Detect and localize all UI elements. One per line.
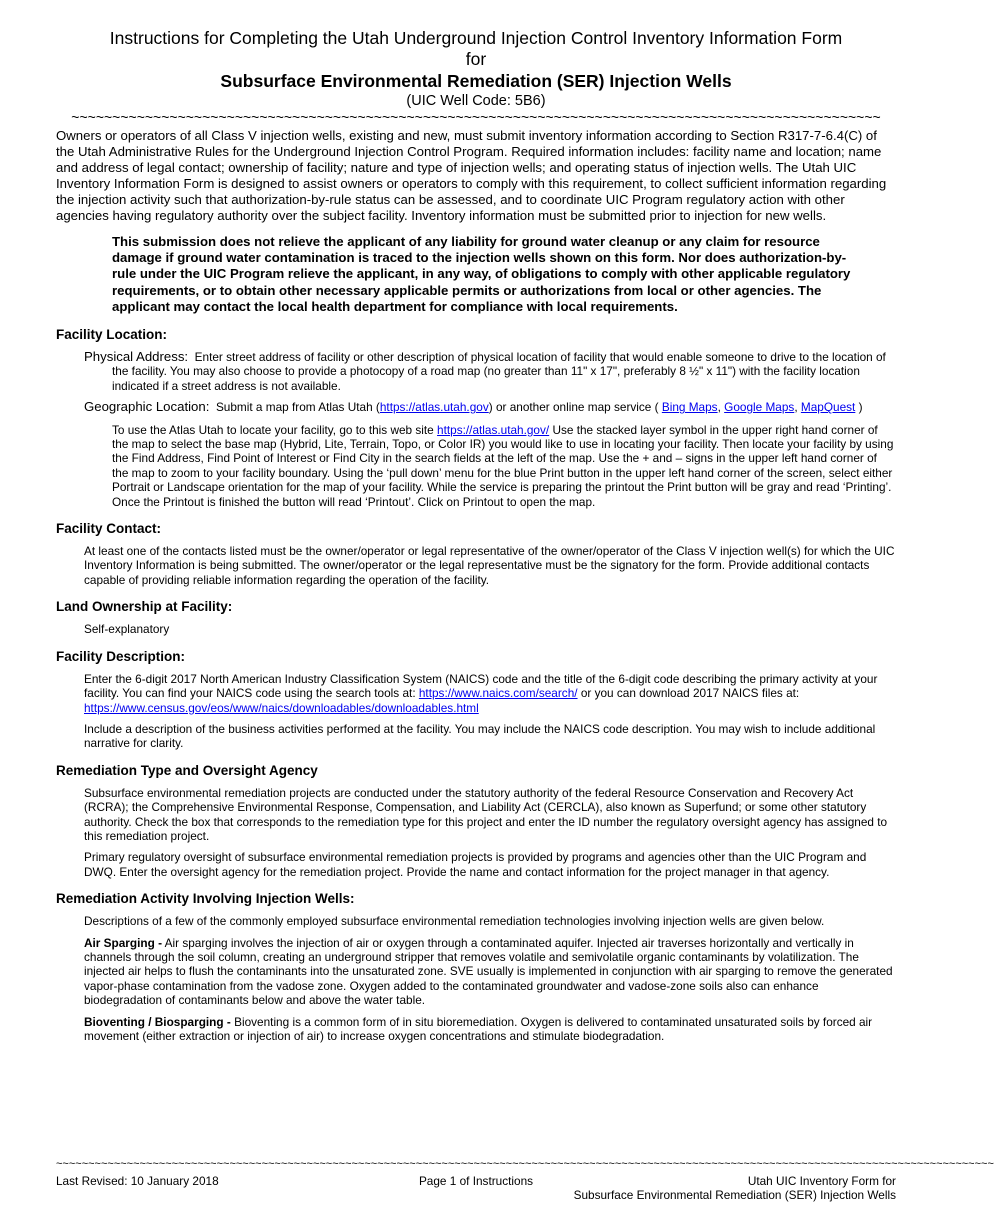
document-subtitle: Subsurface Environmental Remediation (SER) Injection Wells bbox=[220, 71, 732, 91]
naics-text: or you can download 2017 NAICS files at: bbox=[577, 686, 800, 701]
document-title: Instructions for Completing the Utah Underground Injection Control Inventory Information Form bbox=[109, 28, 843, 48]
air-sparging-label: Air Sparging - bbox=[84, 935, 162, 950]
atlas-text: Use the stacked layer symbol in the upper right hand corner of the map to select the base map (Hybrid, Lite, Terrain, Topo, or Color IR) you would like to use in locating your facility. Then locate your facility by using the Find Address, Find Point of Interest or Find City in the search fields at the left of the map. Use the + and – signs in the upper left hand corner of the map to zoom to your facility boundary. Using the ‘pull down’ menu for the blue Print button in the upper left hand corner of the screen, select either Portrait or Landscape orientation for the map of your facility. While the service is preparing the printout the Print button will be gray and read ‘Printing’. Once the Printout is finished the button will read ‘Printout’. Click on Printout to open the map. bbox=[112, 422, 894, 509]
geo-separator: , bbox=[794, 400, 801, 415]
air-sparging-text: Air sparging involves the injection of air or oxygen through a contaminated aquifer. Injected air traverses horizontally and vertically in channels through the soil column, creating an underground stripper that removes volatile and semivolatile organic contaminants by volatilization. The injected air helps to flush the contaminants into the unsaturated zone. SVE usually is implemented in conjunction with air sparging to remove the generated vapor-phase contamination from the vadose zone. Oxygen added to the contaminated groundwater and vadose-zone soils also can enhance biodegradation of contaminants below and above the water table. bbox=[84, 935, 893, 1008]
facility-location-heading: Facility Location: bbox=[56, 327, 168, 343]
instructions-page bbox=[56, 28, 896, 1043]
mapquest-link[interactable]: MapQuest bbox=[800, 400, 856, 415]
footer-divider: ~~~~~~~~~~~~~~~~~~~~~~~~~~~~~~~~~~~~~~~~~~~~~~~~~~~~~~~~~~~~~~~~~~~~~~~~~~~~~~~~~~~~~~~~~~~~~~~~~~~~~~~~~~~~~~~~~~~~~~~~~~~~~~~~~~~~~~~~~~~~~~~~~~ bbox=[56, 1158, 994, 1170]
naics-text: Enter the 6-digit 2017 North American Industry Classification System (NAICS) code and the title of the 6-digit code describing the primary activity at your facility. You can find your NAICS code using the search tools at: bbox=[84, 671, 878, 701]
land-ownership-heading: Land Ownership at Facility: bbox=[56, 599, 233, 615]
atlas-instructions-paragraph bbox=[112, 423, 896, 509]
census-downloads-link[interactable]: https://www.census.gov/eos/www/naics/downloadables/downloadables.html bbox=[84, 700, 479, 715]
physical-address-text: Enter street address of facility or other description of physical location of facility that would enable someone to drive to the location of the facility. You may also choose to provide a photocopy of a road map (no greater than 11" x 17", preferably 8 ½" x 11") with the facility location indicated if a street address is not available. bbox=[112, 350, 886, 393]
google-maps-link[interactable]: Google Maps bbox=[724, 400, 795, 415]
disclaimer-paragraph: This submission does not relieve the applicant of any liability for ground water cleanup or any claim for resource damage if ground water contamination is traced to the injection wells shown on this form. Nor does authorization-by-rule under the UIC Program relieve the applicant, in any way, of obligations to comply with other applicable regulatory requirements, or to obtain other necessary applicable permits or authorizations from local or other agencies. The applicant may contact the local health department for compliance with local requirements. bbox=[112, 234, 851, 314]
geographic-location-paragraph bbox=[84, 400, 896, 414]
business-description-paragraph: Include a description of the business activities performed at the facility. You may include the NAICS code description. You may wish to include additional narrative for clarity. bbox=[84, 721, 876, 751]
header-divider: ~~~~~~~~~~~~~~~~~~~~~~~~~~~~~~~~~~~~~~~~~~~~~~~~~~~~~~~~~~~~~~~~~~~~~~~~~~~~~~~~~~~~~~~~~~~~~~~~~~~ bbox=[71, 109, 881, 125]
air-sparging-paragraph bbox=[84, 936, 896, 1008]
bioventing-label: Bioventing / Biosparging - bbox=[84, 1014, 231, 1029]
physical-address-label: Physical Address: bbox=[84, 349, 189, 365]
page-number: Page 1 of Instructions bbox=[418, 1174, 534, 1188]
atlas-utah-site-link[interactable]: https://atlas.utah.gov/ bbox=[437, 422, 550, 437]
bioventing-paragraph bbox=[84, 1015, 896, 1044]
physical-address-paragraph bbox=[84, 350, 896, 393]
intro-paragraph: Owners or operators of all Class V injection wells, existing and new, must submit inventory information according to Section R317-7-6.4(C) of the Utah Administrative Rules for the Underground Injection Control Program. Required information includes: facility name and location; name and address of legal contact; ownership of facility; nature and type of injection wells; and operating status of injection wells. The Utah UIC Inventory Information Form is designed to assist owners or operators to comply with this requirement, to collect sufficient information regarding the injection activity such that authorization-by-rule status can be assessed, and to coordinate UIC Program regulatory action with other agencies having regulatory authority over the subject facility. Inventory information must be submitted prior to injection for new wells. bbox=[56, 128, 887, 223]
remediation-type-paragraph-1: Subsurface environmental remediation projects are conducted under the statutory authority of the federal Resource Conservation and Recovery Act (RCRA); the Comprehensive Environmental Response, Compensation, and Liability Act (CERCLA), also known as Superfund; or some other statutory authority. Check the box that corresponds to the remediation type for this project and enter the ID number the regulatory oversight agency has assigned to this remediation project. bbox=[84, 785, 888, 843]
form-name-line-2: Subsurface Environmental Remediation (SER) Injection Wells bbox=[573, 1188, 896, 1202]
remediation-activity-paragraph: Descriptions of a few of the commonly employed subsurface environmental remediation technologies involving injection wells are given below. bbox=[84, 914, 825, 929]
naics-paragraph bbox=[84, 672, 896, 715]
geographic-location-label: Geographic Location: bbox=[84, 399, 210, 415]
naics-search-link[interactable]: https://www.naics.com/search/ bbox=[418, 686, 578, 701]
atlas-text: To use the Atlas Utah to locate your facility, go to this web site bbox=[112, 422, 438, 437]
remediation-type-paragraph-2: Primary regulatory oversight of subsurface environmental remediation projects is provided by programs and agencies other than the UIC Program and DWQ. Enter the oversight agency for the remediation project. Provide the name and contact information for the project manager in that agency. bbox=[84, 850, 867, 879]
geo-text: ) bbox=[855, 400, 863, 415]
facility-description-heading: Facility Description: bbox=[56, 648, 186, 664]
geo-text: ) or another online map service ( bbox=[488, 400, 662, 415]
atlas-utah-link[interactable]: https://atlas.utah.gov bbox=[379, 400, 489, 415]
last-revised: Last Revised: 10 January 2018 bbox=[56, 1174, 219, 1188]
facility-contact-heading: Facility Contact: bbox=[56, 521, 162, 537]
document-title-for: for bbox=[465, 49, 487, 69]
facility-contact-paragraph: At least one of the contacts listed must be the owner/operator or legal representative of the owner/operator of the Class V injection well(s) for which the UIC Inventory Information is being submitted. The owner/operator or the legal representative must be the signatory for the form. Provide additional contacts capable of providing reliable information regarding the operation of the facility. bbox=[84, 544, 895, 587]
remediation-type-heading: Remediation Type and Oversight Agency bbox=[56, 762, 318, 778]
land-ownership-paragraph: Self-explanatory bbox=[84, 622, 170, 637]
form-name bbox=[616, 1174, 896, 1188]
geo-text: Submit a map from Atlas Utah ( bbox=[215, 400, 380, 415]
page-footer bbox=[56, 1158, 994, 1202]
remediation-activity-heading: Remediation Activity Involving Injection Wells: bbox=[56, 891, 355, 907]
bioventing-text: Bioventing is a common form of in situ bioremediation. Oxygen is delivered to contaminated unsaturated soils by forced air movement (either extraction or injection of air) to increase oxygen concentrations and stimulate biodegradation. bbox=[84, 1014, 873, 1044]
geo-separator: , bbox=[717, 400, 725, 415]
well-code: (UIC Well Code: 5B6) bbox=[406, 93, 546, 109]
form-name-line-1: Utah UIC Inventory Form for bbox=[747, 1174, 896, 1188]
bing-maps-link[interactable]: Bing Maps bbox=[661, 400, 718, 415]
